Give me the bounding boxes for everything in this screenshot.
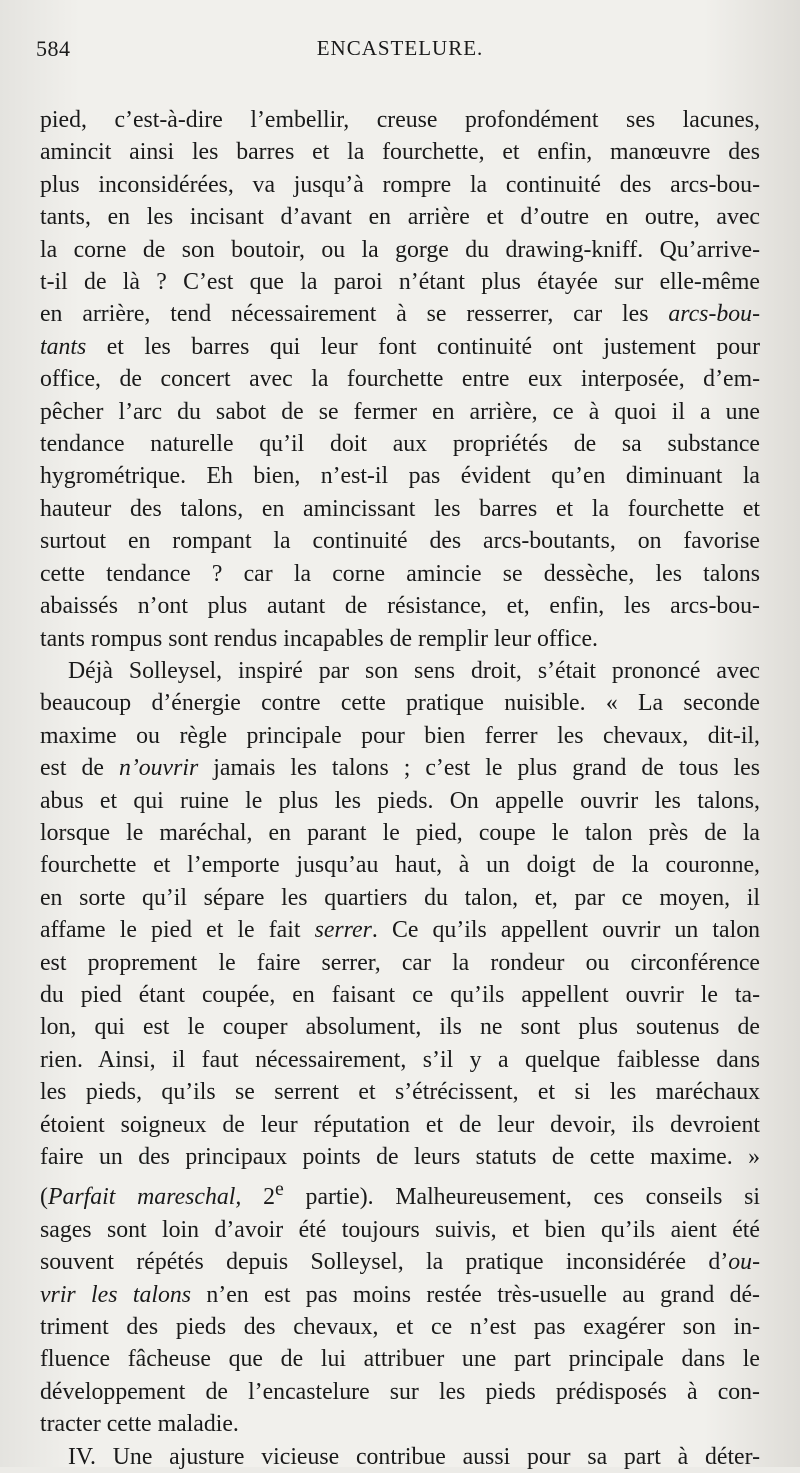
italic-citation: Parfait mareschal, xyxy=(47,1184,242,1211)
text-run: partie). Malheureusement, ces conseils si xyxy=(283,1184,760,1211)
text-line: beaucoup d’énergie contre cette pratique nuisible. « La seconde xyxy=(40,690,760,717)
paragraph-3 xyxy=(40,1441,760,1473)
text-line xyxy=(40,1279,760,1311)
text-line xyxy=(40,298,760,330)
text-run: n’en est pas moins restée très-usuelle au grand dé- xyxy=(191,1281,760,1308)
text-line: Déjà Solleysel, inspiré par son sens droit, s’était prononcé avec xyxy=(68,657,760,684)
text-line: triment des pieds des chevaux, et ce n’est pas exagérer son in- xyxy=(40,1313,760,1340)
text-line: les pieds, qu’ils se serrent et s’étrécissent, et si les maréchaux xyxy=(40,1079,760,1106)
italic-term: tants xyxy=(40,333,87,360)
text-line: la corne de son boutoir, ou la gorge du drawing-kniff. Qu’arrive- xyxy=(40,236,760,263)
text-line: IV. Une ajusture vicieuse contribue aussi pour sa part à déter- xyxy=(68,1443,760,1470)
italic-term: arcs-bou- xyxy=(668,301,760,328)
text-run: 2 xyxy=(241,1184,275,1211)
text-run: ( xyxy=(40,1184,48,1211)
text-run: jamais les talons ; c’est le plus grand de tous les xyxy=(198,755,760,782)
text-line xyxy=(40,752,760,784)
text-line: hauteur des talons, en amincissant les barres et la fourchette et xyxy=(40,495,760,522)
text-line: est proprement le faire serrer, car la rondeur ou circonférence xyxy=(40,949,760,976)
text-line: sages sont loin d’avoir été toujours suivis, et bien qu’ils aient été xyxy=(40,1216,760,1243)
page-number: 584 xyxy=(36,36,71,61)
text-line: développement de l’encastelure sur les pieds prédisposés à con- xyxy=(40,1378,760,1405)
text-line: pied, c’est-à-dire l’embellir, creuse profondément ses lacunes, xyxy=(40,107,760,133)
text-line: pêcher l’arc du sabot de se fermer en arrière, ce à quoi il a une xyxy=(40,398,760,425)
text-run: est de xyxy=(40,755,119,782)
italic-term: serrer xyxy=(314,917,372,944)
text-line: tants, en les incisant d’avant en arrière et d’outre en outre, avec xyxy=(40,204,760,231)
text-line xyxy=(40,914,760,946)
paragraph-1 xyxy=(40,104,760,655)
italic-term: n’ouvrir xyxy=(118,755,199,782)
text-line: lon, qui est le couper absolument, ils ne sont plus soutenus de xyxy=(40,1014,760,1041)
text-line: plus inconsidérées, va jusqu’à rompre la continuité des arcs-bou- xyxy=(40,171,760,198)
text-run: souvent répétés depuis Solleysel, la pratique inconsidérée d’ xyxy=(40,1249,729,1276)
text-line: tants rompus sont rendus incapables de remplir leur office. xyxy=(40,625,598,652)
text-line xyxy=(40,331,760,363)
text-line: étoient soigneux de leur réputation et de leur devoir, ils devroient xyxy=(40,1111,760,1138)
text-run: . Ce qu’ils appellent ouvrir un talon xyxy=(371,917,760,944)
text-line: faire un des principaux points de leurs statuts de cette maxime. » xyxy=(40,1144,760,1170)
text-line: abus et qui ruine le plus les pieds. On appelle ouvrir les talons, xyxy=(40,787,760,814)
text-line: amincit ainsi les barres et la fourchette, et enfin, manœuvre des xyxy=(40,139,760,166)
text-line: t-il de là ? C’est que la paroi n’étant plus étayée sur elle-même xyxy=(40,269,760,296)
running-head xyxy=(36,30,760,72)
text-run: affame le pied et le fait xyxy=(40,917,315,944)
body-text xyxy=(40,104,760,1473)
text-line: maxime ou règle principale pour bien ferrer les chevaux, dit-il, xyxy=(40,722,760,749)
text-line xyxy=(40,1246,760,1278)
text-line: tendance naturelle qu’il doit aux propriétés de sa substance xyxy=(40,431,760,458)
text-line: cette tendance ? car la corne amincie se dessèche, les talons xyxy=(40,560,760,587)
text-run: et les barres qui leur font continuité ont justement pour xyxy=(86,333,760,360)
italic-term: ou- xyxy=(728,1249,760,1276)
text-line: en sorte qu’il sépare les quartiers du talon, et, par ce moyen, il xyxy=(40,884,760,911)
text-line: du pied étant coupée, en faisant ce qu’ils appellent ouvrir le ta- xyxy=(40,981,760,1008)
text-line: tracter cette maladie. xyxy=(40,1411,239,1438)
text-line: rien. Ainsi, il faut nécessairement, s’il y a quelque faiblesse dans xyxy=(40,1046,760,1073)
text-line: lorsque le maréchal, en parant le pied, coupe le talon près de la xyxy=(40,819,760,846)
text-line: fourchette et l’emporte jusqu’au haut, à un doigt de la couronne, xyxy=(40,852,760,879)
italic-term: vrir les talons xyxy=(40,1281,192,1308)
text-line: hygrométrique. Eh bien, n’est-il pas évident qu’en diminuant la xyxy=(40,463,760,490)
paragraph-2 xyxy=(40,655,760,1441)
superscript: e xyxy=(274,1178,284,1201)
text-line: office, de concert avec la fourchette entre eux interposée, d’em- xyxy=(40,366,760,393)
running-title: ENCASTELURE. xyxy=(316,36,484,60)
text-line: abaissés n’ont plus autant de résistance, et, enfin, les arcs-bou- xyxy=(40,593,760,620)
text-run: en arrière, tend nécessairement à se resserrer, car les xyxy=(40,301,669,328)
text-line xyxy=(40,1173,760,1213)
text-line: surtout en rompant la continuité des arcs-boutants, on favorise xyxy=(40,528,760,555)
text-line: fluence fâcheuse que de lui attribuer une part principale dans le xyxy=(40,1346,760,1373)
